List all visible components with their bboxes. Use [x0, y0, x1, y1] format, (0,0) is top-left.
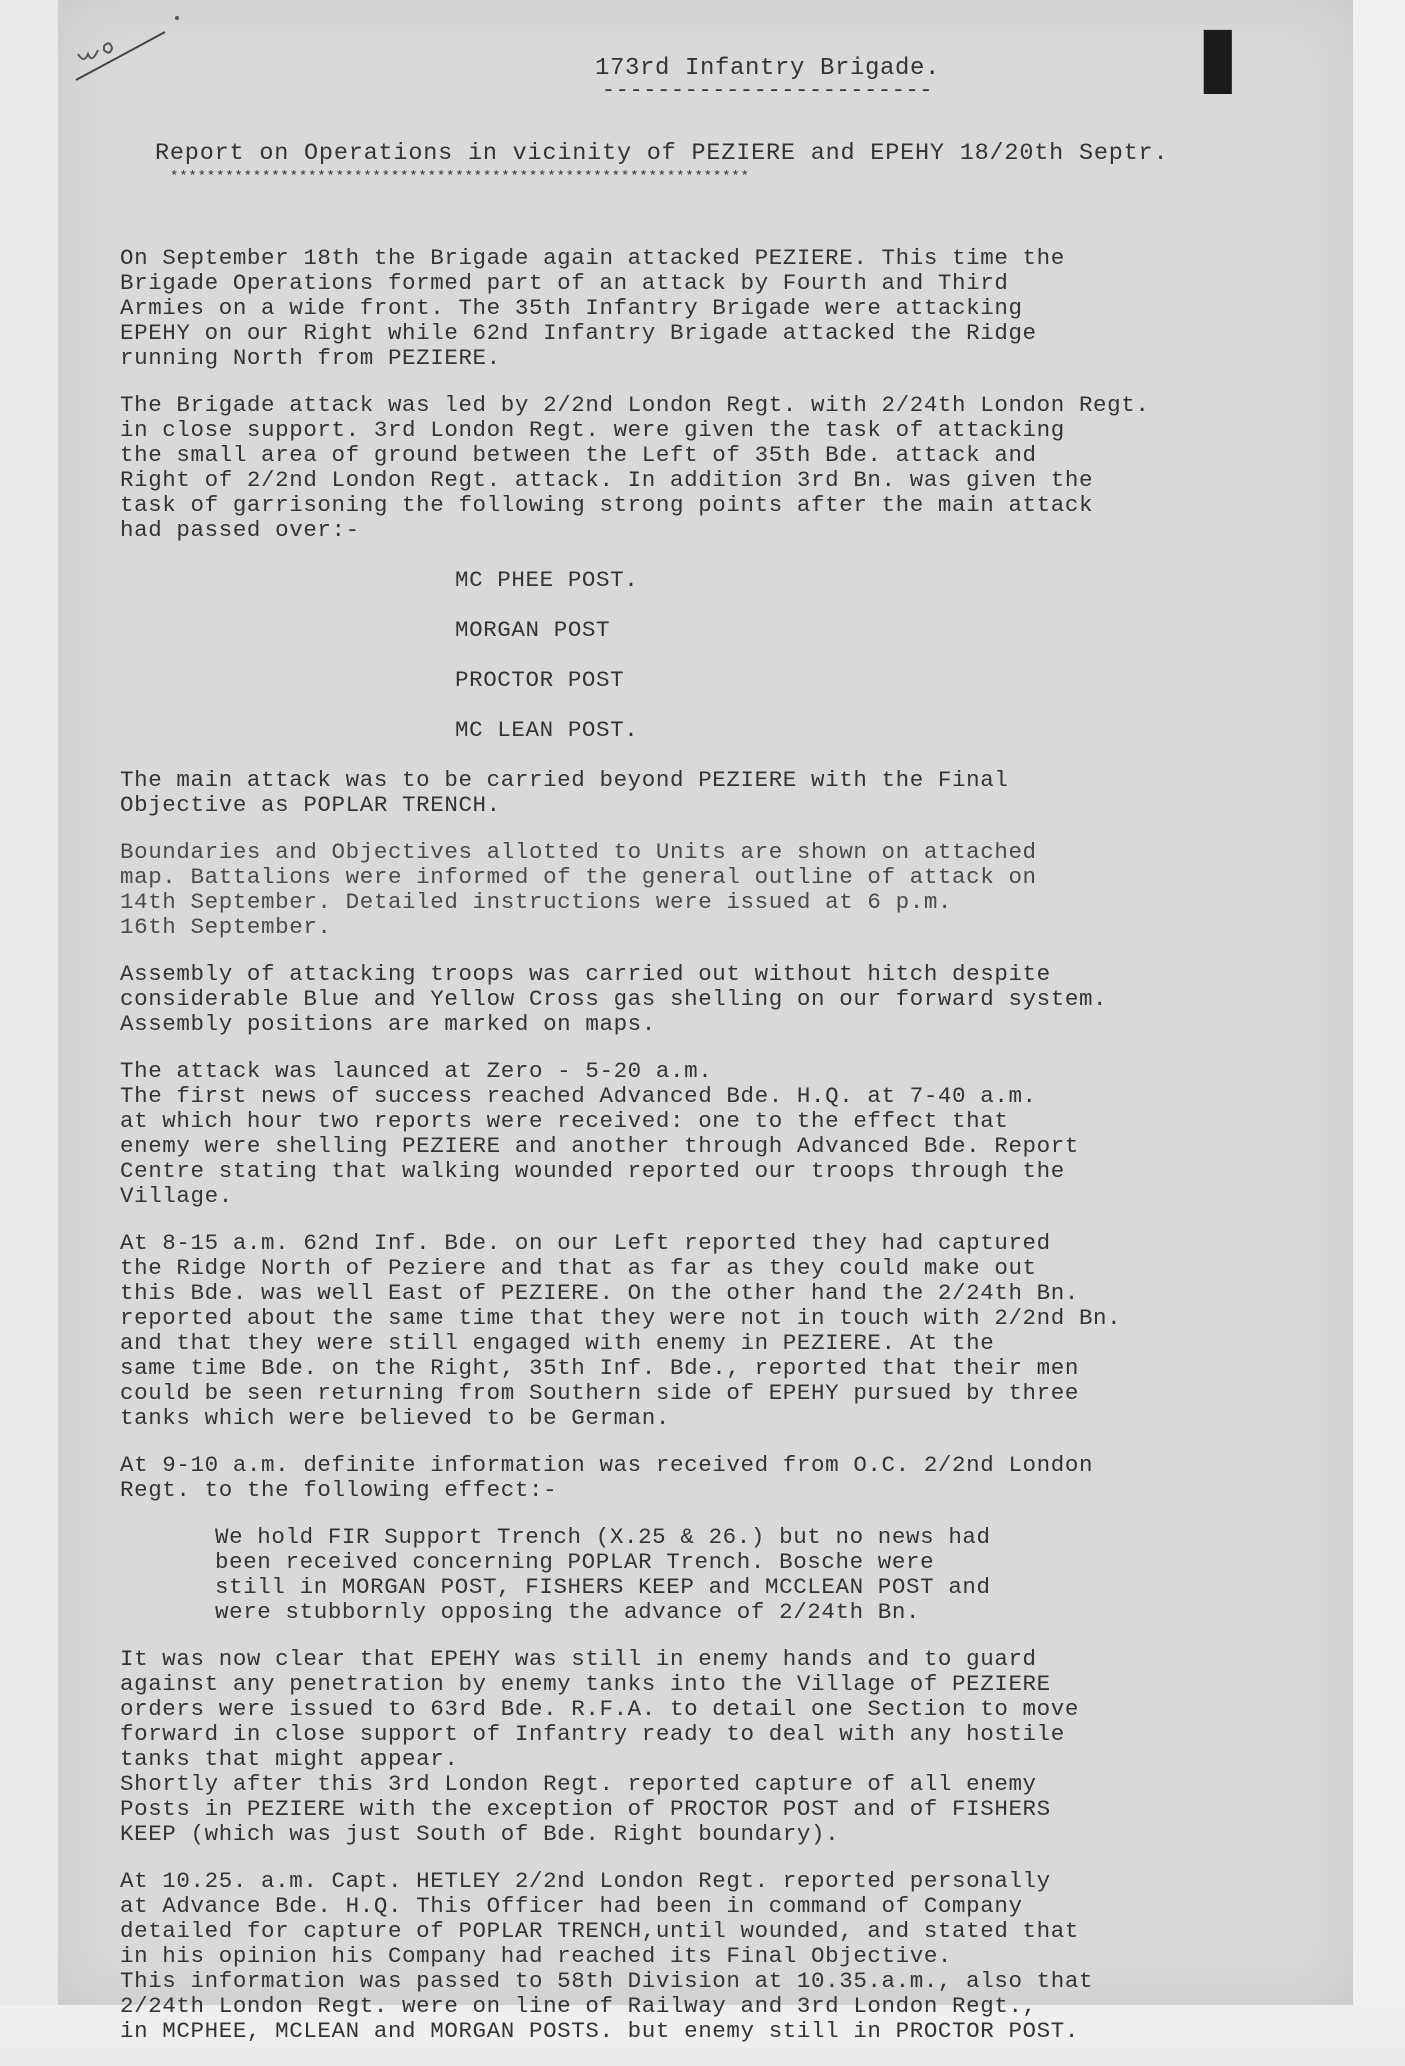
strong-points-list — [455, 543, 1320, 768]
title-underline: ------------------------ — [601, 78, 934, 103]
paragraph-5: Assembly of attacking troops was carried out without hitch despite considerable Blue and Yellow Cross gas shelling on our forward system. Assembly positions are marked on maps. — [120, 961, 1108, 1037]
quoted-message: We hold FIR Support Trench (X.25 & 26.) but no news had been received concerning POPLAR Trench. Bosche were still in MORGAN POST, FISHERS KEEP and MCCLEAN POST and were stubbornly opposing the advance of 2/24th Bn. — [215, 1524, 991, 1625]
paragraph-10: At 10.25. a.m. Capt. HETLEY 2/2nd London Regt. reported personally at Advance Bde. H.Q. This Officer had been in command of Company detailed for capture of POPLAR TRENCH,until wounded, and stated that in his opinion his Company had reached its Final Objective. This information was passed to 58th Division at 10.35.a.m., also that 2/24th London Regt. were on line of Railway and 3rd London Regt., in MCPHEE, MCLEAN and MORGAN POSTS. but enemy still in PROCTOR POST. — [120, 1868, 1094, 2044]
background-margin-right — [1353, 0, 1405, 2048]
strong-point: MC LEAN POST. — [455, 717, 639, 743]
paragraph-8: At 9-10 a.m. definite information was received from O.C. 2/2nd London Regt. to the following effect:- — [120, 1452, 1094, 1503]
document-body — [120, 56, 1320, 2066]
paragraph-1: On September 18th the Brigade again attacked PEZIERE. This time the Brigade Operations formed part of an attack by Fourth and Third Armies on a wide front. The 35th Infantry Brigade were attacking EPEHY on our Right while 62nd Infantry Brigade attacked the Ridge running North from PEZIERE. — [120, 245, 1065, 371]
paragraph-9: It was now clear that EPEHY was still in enemy hands and to guard against any penetration by enemy tanks into the Village of PEZIERE orders were issued to 63rd Bde. R.F.A. to detail one Section to move forward in close support of Infantry ready to deal with any hostile tanks that might appear. Shortly after this 3rd London Regt. reported capture of all enemy Posts in PEZIERE with the exception of PROCTOR POST and of FISHERS KEEP (which was just South of Bde. Right boundary). — [120, 1646, 1079, 1847]
paragraph-6: The attack was launced at Zero - 5-20 a.m. The first news of success reached Advanced Bde. H.Q. at 7-40 a.m. at which hour two reports were received: one to the effect that enemy were shelling PEZIERE and another through Advanced Bde. Report Centre stating that walking wounded reported our troops through the Village. — [120, 1058, 1079, 1209]
page-number: I — [1190, 12, 1246, 115]
document-title: 173rd Infantry Brigade. — [594, 55, 941, 82]
paragraph-4: Boundaries and Objectives allotted to Units are shown on attached map. Battalions were informed of the general outline of attack on 14th September. Detailed instructions were issued at 6 p.m. 16th September. — [120, 839, 1037, 940]
subtitle-rule: *************************************************************** — [170, 169, 750, 185]
paragraph-7: At 8-15 a.m. 62nd Inf. Bde. on our Left reported they had captured the Ridge North of Peziere and that as far as they could make out this Bde. was well East of PEZIERE. On the other hand the 2/24th Bn. reported about the same time that they were not in touch with 2/2nd Bn. and that they were still engaged with enemy in PEZIERE. At the same time Bde. on the Right, 35th Inf. Bde., reported that their men could be seen returning from Southern side of EPEHY pursued by three tanks which were believed to be German. — [120, 1230, 1122, 1431]
document-subtitle: Report on Operations in vicinity of PEZIERE and EPEHY 18/20th Septr. — [155, 140, 1169, 167]
strong-point: PROCTOR POST — [455, 667, 625, 693]
paragraph-2: The Brigade attack was led by 2/2nd London Regt. with 2/24th London Regt. in close support. 3rd London Regt. were given the task of attacking the small area of ground between the Left of 35th Bde. attack and Right of 2/2nd London Regt. attack. In addition 3rd Bn. was given the task of garrisoning the following strong points after the main attack had passed over:- — [120, 392, 1150, 543]
strong-point: MC PHEE POST. — [455, 567, 639, 593]
paragraph-3: The main attack was to be carried beyond PEZIERE with the Final Objective as POPLAR TRENCH. — [120, 767, 1009, 818]
strong-point: MORGAN POST — [455, 617, 611, 643]
